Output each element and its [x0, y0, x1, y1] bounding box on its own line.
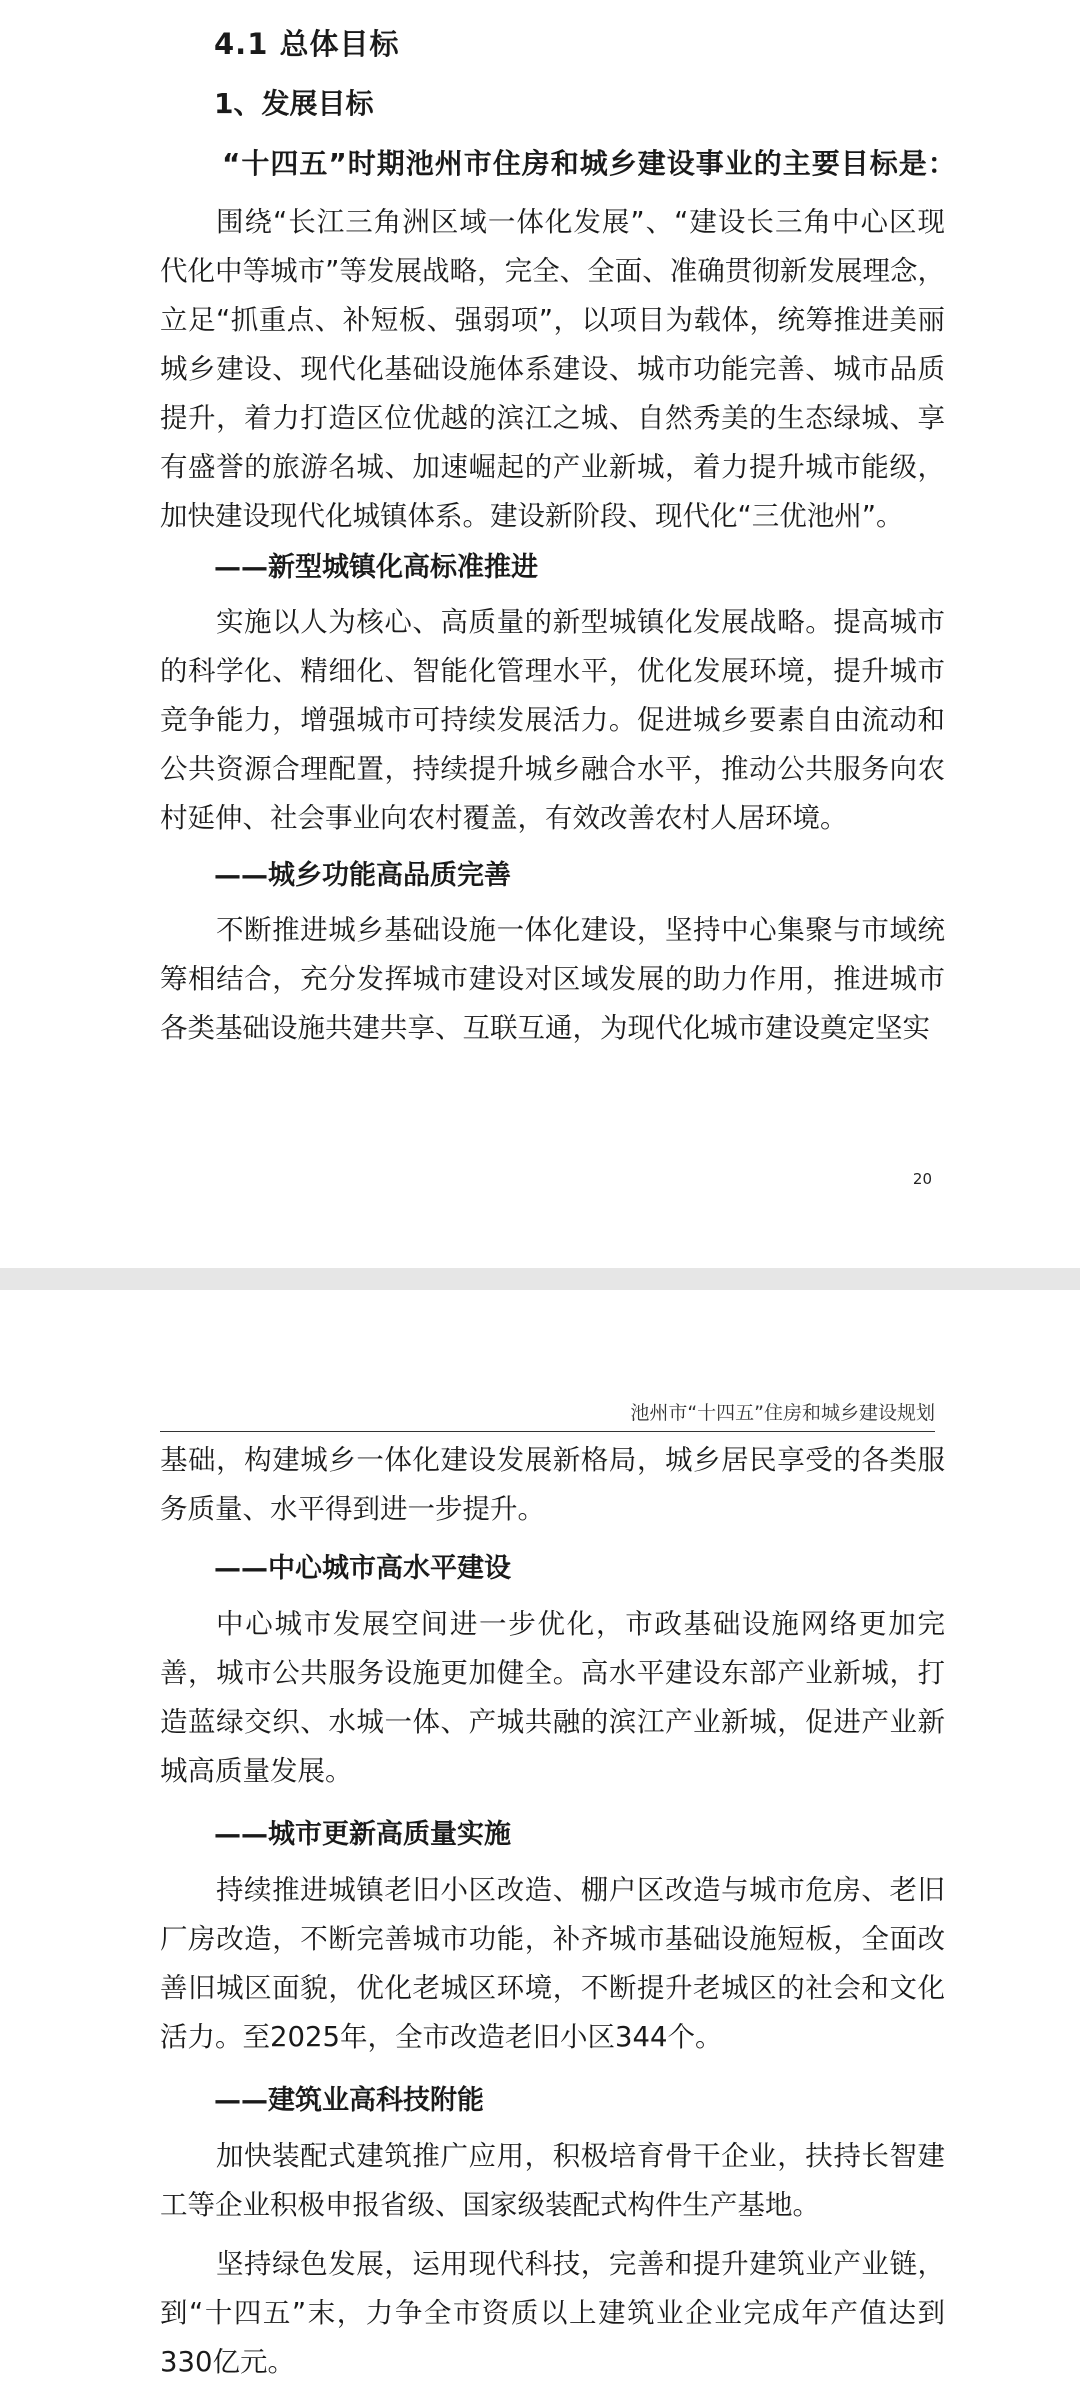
- goal-paragraph-urban-renewal: 持续推进城镇老旧小区改造、棚户区改造与城市危房、老旧厂房改造，不断完善城市功能，补齐城市基础设施短板，全面改善旧城区面貌，优化老城区环境，不断提升老城区的社会和文化活力。至2025年，全市改造老旧小区344个。: [160, 1874, 945, 2053]
- goal-heading-urbanization: ——新型城镇化高标准推进: [214, 552, 538, 583]
- document-page-2: [0, 1290, 1080, 2400]
- goal-paragraph-construction-b: 坚持绿色发展，运用现代科技，完善和提升建筑业产业链，到“十四五”末，力争全市资质以上建筑业企业完成年产值达到330亿元。: [160, 2248, 945, 2378]
- subsection-title: 1、发展目标: [214, 87, 374, 120]
- goal-paragraph-urban-rural: 不断推进城乡基础设施一体化建设，坚持中心集聚与市域统筹相结合，充分发挥城市建设对区域发展的助力作用，推进城市各类基础设施共建共享、互联互通，为现代化城市建设奠定坚实: [160, 914, 945, 1044]
- intro-paragraph: 围绕“长江三角洲区域一体化发展”、“建设长三角中心区现代化中等城市”等发展战略，完全、全面、准确贯彻新发展理念，立足“抓重点、补短板、强弱项”，以项目为载体，统筹推进美丽城乡建设、现代化基础设施体系建设、城市功能完善、城市品质提升，着力打造区位优越的滨江之城、自然秀美的生态绿城、享有盛誉的旅游名城、加速崛起的产业新城，着力提升城市能级，加快建设现代化城镇体系。建设新阶段、现代化“三优池州”。: [160, 206, 945, 532]
- goal-paragraph-central-city: 中心城市发展空间进一步优化，市政基础设施网络更加完善，城市公共服务设施更加健全。高水平建设东部产业新城，打造蓝绿交织、水城一体、产城共融的滨江产业新城，促进产业新城高质量发展。: [160, 1608, 945, 1787]
- continuation-paragraph: 基础，构建城乡一体化建设发展新格局，城乡居民享受的各类服务质量、水平得到进一步提升。: [160, 1444, 945, 1525]
- goal-heading-urban-renewal: ——城市更新高质量实施: [214, 1819, 511, 1850]
- goal-paragraph-urbanization: 实施以人为核心、高质量的新型城镇化发展战略。提高城市的科学化、精细化、智能化管理水平，优化发展环境，提升城市竞争能力，增强城市可持续发展活力。促进城乡要素自由流动和公共资源合理配置，持续提升城乡融合水平，推动公共服务向农村延伸、社会事业向农村覆盖，有效改善农村人居环境。: [160, 606, 945, 834]
- section-title: 4.1 总体目标: [214, 27, 400, 61]
- goal-heading-construction: ——建筑业高科技附能: [214, 2085, 484, 2116]
- running-header: 池州市“十四五”住房和城乡建设规划: [160, 1398, 935, 1432]
- goal-paragraph-construction-a: 加快装配式建筑推广应用，积极培育骨干企业，扶持长智建工等企业积极申报省级、国家级装配式构件生产基地。: [160, 2140, 945, 2221]
- goal-heading-central-city: ——中心城市高水平建设: [214, 1553, 511, 1584]
- goal-heading-urban-rural: ——城乡功能高品质完善: [214, 860, 511, 891]
- page-number: 20: [912, 1170, 932, 1188]
- lead-heading: “十四五”时期池州市住房和城乡建设事业的主要目标是：: [222, 147, 957, 180]
